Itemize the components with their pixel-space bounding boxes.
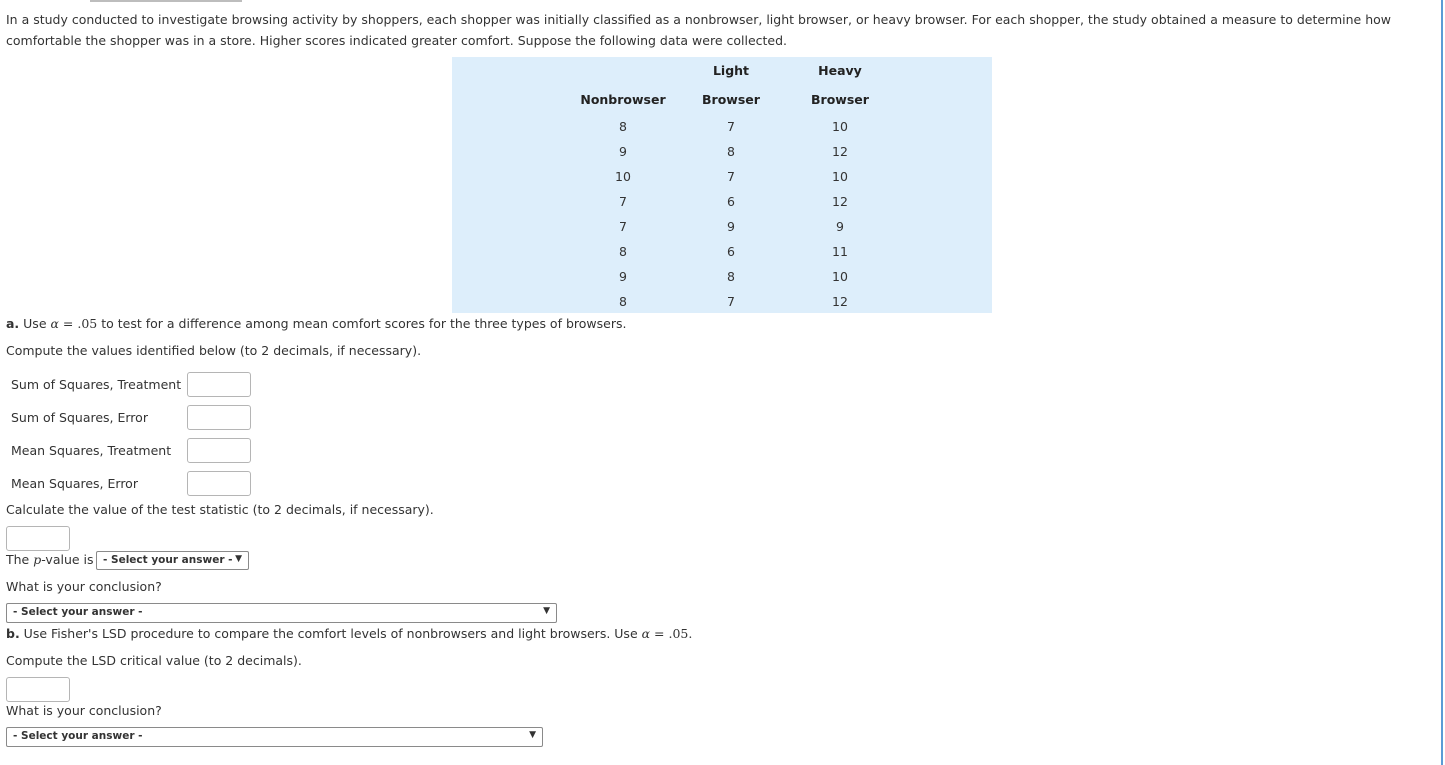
top-divider: [90, 0, 242, 2]
header-nonbrowser: Nonbrowser: [580, 91, 666, 107]
ss-treatment-input[interactable]: [187, 372, 251, 397]
right-border: [1441, 0, 1443, 765]
ss-error-label: Sum of Squares, Error: [11, 410, 148, 425]
test-statistic-instruction: Calculate the value of the test statistic (to 2 decimals, if necessary).: [6, 502, 434, 517]
pvalue-label: [6, 552, 94, 567]
equals-sign: =: [650, 626, 669, 641]
header-top-light: Light: [712, 63, 750, 78]
table-cell: 7: [619, 194, 627, 209]
table-cell: 9: [836, 219, 844, 234]
alpha-symbol: α: [641, 626, 651, 641]
conclusion-select-a-value: - Select your answer -: [13, 606, 143, 618]
table-cell: 6: [727, 244, 735, 259]
p-symbol: p: [33, 552, 42, 567]
lsd-input[interactable]: [6, 677, 70, 702]
part-a-question: [6, 316, 626, 331]
table-row: [562, 189, 902, 214]
table-cell: 10: [615, 169, 631, 184]
table-cell: 6: [727, 194, 735, 209]
conclusion-select-a[interactable]: [6, 603, 557, 623]
ms-error-input[interactable]: [187, 471, 251, 496]
table-cell: 9: [727, 219, 735, 234]
table-cell: 8: [619, 244, 627, 259]
pvalue-suffix: -value is: [41, 552, 94, 567]
table-cell: 8: [727, 269, 735, 284]
table-cell: 11: [832, 244, 848, 259]
table-row: [562, 139, 902, 164]
table-row: [562, 264, 902, 289]
table-cell: 12: [832, 194, 848, 209]
table-cell: 7: [727, 169, 735, 184]
table-cell: 12: [832, 144, 848, 159]
table-row: [562, 114, 902, 139]
table-cell: 9: [619, 269, 627, 284]
table-cell: 10: [832, 119, 848, 134]
ss-error-input[interactable]: [187, 405, 251, 430]
pvalue-select[interactable]: [96, 551, 249, 570]
table-row: [562, 214, 902, 239]
part-a-suffix: to test for a difference among mean comfort scores for the three types of browsers.: [97, 316, 627, 331]
data-table: [562, 57, 902, 314]
compute-instruction: Compute the values identified below (to 2 decimals, if necessary).: [6, 343, 422, 358]
table-cell: 8: [619, 294, 627, 309]
table-cell: 8: [619, 119, 627, 134]
pvalue-prefix: The: [6, 552, 34, 567]
chevron-down-icon: ▼: [543, 606, 550, 616]
equals-sign: =: [58, 316, 78, 331]
data-table-container: [452, 57, 992, 313]
table-cell: 10: [832, 269, 848, 284]
header-light-browser: Browser: [702, 91, 760, 107]
chevron-down-icon: ▼: [235, 554, 242, 564]
part-b-question: [6, 626, 692, 641]
lsd-instruction: Compute the LSD critical value (to 2 decimals).: [6, 653, 302, 668]
part-b-marker: b.: [6, 626, 20, 641]
test-statistic-input[interactable]: [6, 526, 70, 551]
table-cell: 8: [727, 144, 735, 159]
part-b-text: Use Fisher's LSD procedure to compare the comfort levels of nonbrowsers and light browsers. Use: [19, 626, 642, 641]
table-cell: 9: [619, 144, 627, 159]
conclusion-select-b-value: - Select your answer -: [13, 730, 143, 742]
ss-treatment-label: Sum of Squares, Treatment: [11, 377, 182, 392]
table-cell: 7: [727, 119, 735, 134]
problem-intro: In a study conducted to investigate browsing activity by shoppers, each shopper was initially classified as a nonbrowser, light browser, or heavy browser. For each shopper, the study obtained a measure to determine how comfortable the shopper was in a store. Higher scores indicated greater comfort. Suppose the following data were collected.: [6, 12, 1392, 48]
alpha-value: .05: [77, 316, 98, 331]
table-row: [562, 164, 902, 189]
part-a-marker: a.: [6, 316, 20, 331]
period: .: [688, 626, 693, 641]
header-top-nonbrowser: [562, 57, 684, 84]
table-cell: 7: [619, 219, 627, 234]
table-cell: 7: [727, 294, 735, 309]
ms-treatment-input[interactable]: [187, 438, 251, 463]
table-cell: 12: [832, 294, 848, 309]
header-top-heavy: Heavy: [818, 63, 862, 78]
pvalue-select-value: - Select your answer -: [103, 554, 233, 566]
table-row: [562, 289, 902, 314]
header-heavy-browser: Browser: [811, 91, 869, 107]
alpha-value: .05: [668, 626, 689, 641]
conclusion-question-a: What is your conclusion?: [6, 579, 162, 594]
chevron-down-icon: ▼: [529, 730, 536, 740]
ms-treatment-label: Mean Squares, Treatment: [11, 443, 172, 458]
alpha-symbol: α: [50, 316, 59, 331]
table-cell: 10: [832, 169, 848, 184]
conclusion-question-b: What is your conclusion?: [6, 703, 162, 718]
part-a-prefix: Use: [19, 316, 51, 331]
conclusion-select-b[interactable]: [6, 727, 543, 747]
ms-error-label: Mean Squares, Error: [11, 476, 138, 491]
table-row: [562, 239, 902, 264]
